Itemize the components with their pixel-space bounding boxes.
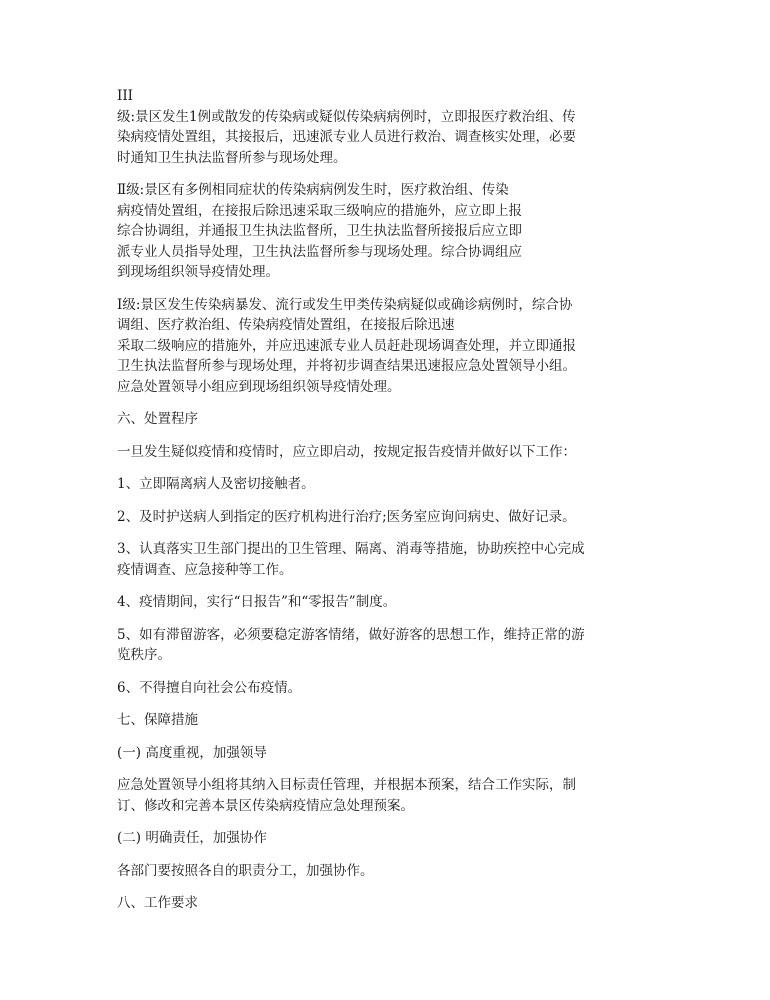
text-line: 级:景区发生1例或散发的传染病或疑似传染病病例时，立即报医疗救治组、传 [117, 108, 576, 125]
text-line: 应急处置领导小组应到现场组织领导疫情处理。 [117, 378, 401, 395]
procedure-item-2 [117, 507, 657, 528]
section-heading-procedure [117, 409, 657, 430]
text-line: 一旦发生疑似疫情和疫情时，应立即启动，按规定报告疫情并做好以下工作： [117, 443, 576, 460]
text-line: 综合协调组，并通报卫生执法监督所，卫生执法监督所接报后应立即 [117, 223, 522, 239]
section-heading-requirements [117, 893, 657, 914]
text-line: 染病疫情处置组，其接报后，迅速派专业人员进行救治、调查核实处理，必要 [117, 129, 576, 145]
level-2-paragraph [117, 180, 657, 283]
text-line: 订、修改和完善本景区传染病疫情应急处理预案。 [117, 797, 414, 814]
text-line: (一) 高度重视，加强领导 [117, 744, 267, 761]
section-heading-safeguards [117, 710, 657, 731]
text-line: III [117, 88, 133, 104]
procedure-item-5 [117, 625, 657, 666]
text-line: 览秩序。 [117, 647, 171, 663]
document-body [117, 86, 657, 926]
text-line: 病疫情处置组，在接报后除迅速采取三级响应的措施外，应立即上报 [117, 202, 522, 219]
procedure-item-4 [117, 592, 657, 613]
text-line: Ⅱ级:景区有多例相同症状的传染病病例发生时，医疗救治组、传染 [117, 182, 509, 198]
subheading-leadership [117, 743, 657, 764]
procedure-item-3 [117, 539, 657, 580]
text-line: 时通知卫生执法监督所参与现场处理。 [117, 149, 347, 166]
text-line: 应急处置领导小组将其纳入目标责任管理，并根据本预案，结合工作实际，制 [117, 777, 576, 793]
text-line: 5、如有滞留游客，必须要稳定游客情绪，做好游客的思想工作，维持正常的游 [117, 626, 585, 643]
procedure-item-1 [117, 474, 657, 495]
heading-text: 六、处置程序 [117, 411, 198, 427]
text-line: 3、认真落实卫生部门提出的卫生管理、隔离、消毒等措施，协助疾控中心完成 [117, 541, 585, 557]
level-1-paragraph [117, 295, 657, 398]
procedure-item-6 [117, 678, 657, 699]
text-line: (二) 明确责任，加强协作 [117, 830, 267, 846]
leadership-paragraph [117, 775, 657, 816]
text-line: 2、及时护送病人到指定的医疗机构进行治疗;医务室应询问病史、做好记录。 [117, 508, 576, 525]
text-line: Ⅰ级:景区发生传染病暴发、流行或发生甲类传染病疑似或确诊病例时，综合协 [117, 296, 573, 313]
text-line: 卫生执法监督所参与现场处理，并将初步调查结果迅速报应急处置领导小组。 [117, 358, 576, 374]
text-line: 1、立即隔离病人及密切接触者。 [117, 476, 315, 492]
text-line: 派专业人员指导处理，卫生执法监督所参与现场处理。综合协调组应 [117, 243, 522, 260]
text-line: 调组、医疗救治组、传染病疫情处置组，在接报后除迅速 [117, 317, 455, 333]
level-3-paragraph [117, 86, 657, 168]
procedure-intro [117, 442, 657, 463]
responsibility-paragraph [117, 861, 657, 882]
heading-text: 八、工作要求 [117, 895, 198, 911]
text-line: 各部门要按照各自的职责分工，加强协作。 [117, 862, 374, 879]
text-line: 采取二级响应的措施外，并应迅速派专业人员赶赴现场调查处理，并立即通报 [117, 337, 576, 354]
text-line: 6、不得擅自向社会公布疫情。 [117, 679, 302, 696]
text-line: 到现场组织领导疫情处理。 [117, 264, 279, 280]
text-line: 4、疫情期间，实行“日报告”和“零报告”制度。 [117, 594, 397, 610]
subheading-responsibility [117, 828, 657, 849]
text-line: 疫情调查、应急接种等工作。 [117, 561, 293, 578]
heading-text: 七、保障措施 [117, 712, 198, 728]
